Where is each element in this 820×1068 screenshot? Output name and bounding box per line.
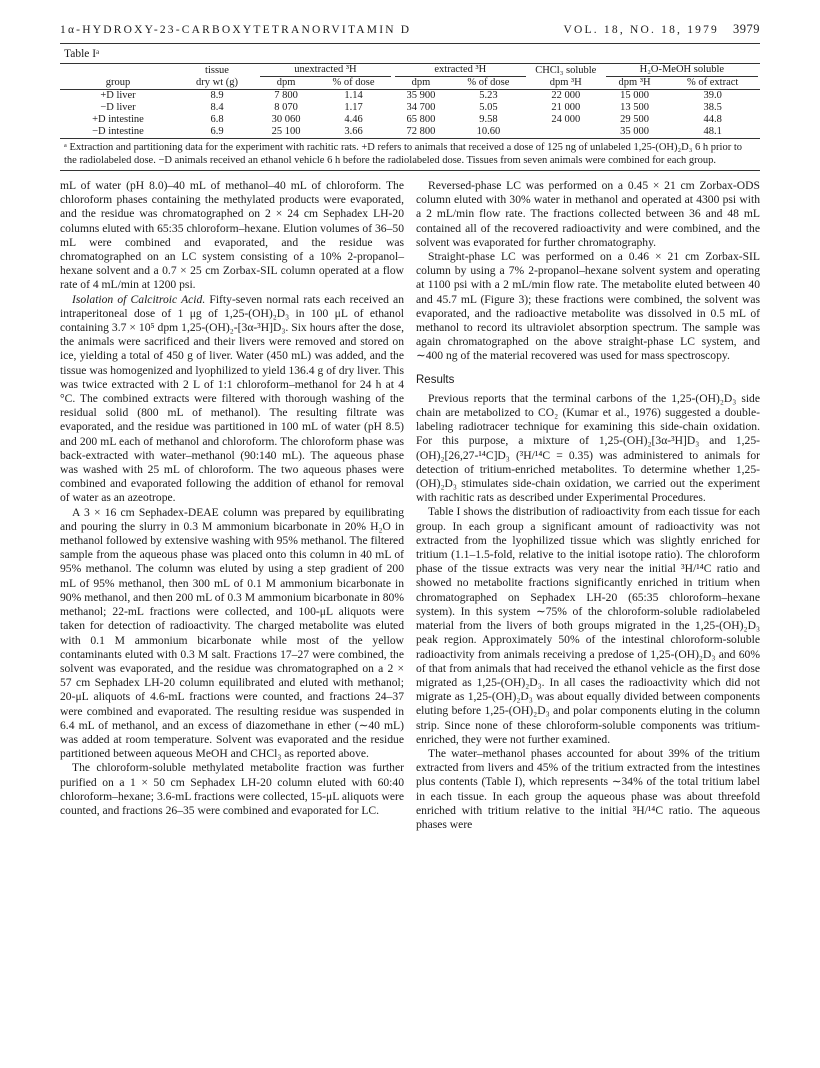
left-column — [60, 179, 404, 832]
col-pct-extract: % of extract — [687, 77, 739, 88]
paragraph: The water–methanol phases accounted for about 39% of the tritium extracted from livers and 45% of the tritium extracted from the intestines plus contents (Table I), which represents ∼34% of the total tritium label in each tissue. In each group the aqueous phase was about threefold enriched with tritium relative to the initial ³H/¹⁴C ratio. The aqueous phases were — [416, 746, 760, 831]
cell: 29 500 — [620, 114, 649, 125]
cell: 1.14 — [344, 90, 363, 101]
table-row — [60, 90, 760, 103]
paragraph-text: Fifty-seven normal rats each received an intraperitoneal dose of 1 μg of 1,25-(OH)₂D₃ in 100 μL of ethanol containing 3.7 × 10⁵ dpm 1,25-(OH)₂-[3α-³H]D₃. Six hours after the dose, the animals were sacrificed and their livers were removed and stored on ice, yielding a total of 450 g of liver. Water (450 mL) was added, and the tissue was homogenized and lyophilized to yield 136.4 g of dry liver. This was twice extracted with 2 L of 1:1 chloroform–methanol for 24 h at 4 °C. The combined extracts were filtered with thorough washing of the residual solid (800 mL of methanol). The resulting filtrate was evaporated, and the residue was partitioned in 100 mL of water (pH 8.5) and 200 mL each of methanol and chloroform. The chloroform phase was back-extracted with water–methanol (90:140 mL). The aqueous phase was washed with 25 mL of chloroform. The two aqueous phases were combined and evaporated following the addition of ethanol for removal of water as an azeotrope. — [60, 292, 404, 505]
cell: 38.5 — [703, 102, 722, 113]
cell: 6.9 — [210, 126, 224, 137]
cell: 7 800 — [274, 90, 298, 101]
cell: 34 700 — [406, 102, 436, 113]
cell: 15 000 — [620, 90, 649, 101]
cell: 9.58 — [479, 114, 498, 125]
col-chcl3-l1: CHCl₃ soluble — [535, 65, 597, 76]
data-table — [60, 64, 760, 138]
group-unextracted-label: unextracted ³H — [260, 64, 391, 77]
cell: 5.23 — [479, 90, 498, 101]
group-h2o-label: H₂O-MeOH soluble — [606, 64, 758, 77]
cell: 30 060 — [271, 114, 301, 125]
col-dpm-unext: dpm — [276, 77, 296, 88]
cell: 8.4 — [210, 102, 224, 113]
cell: 21 000 — [551, 102, 581, 113]
cell: 24 000 — [551, 114, 581, 125]
col-pct-ext: % of dose — [467, 77, 510, 88]
journal-page — [60, 22, 760, 832]
cell: 6.8 — [210, 114, 224, 125]
cell: 35 000 — [620, 126, 649, 137]
cell: 35 900 — [406, 90, 436, 101]
paragraph: Reversed-phase LC was performed on a 0.45 × 21 cm Zorbax-ODS column eluted with 30% water in methanol and operated at 4300 psi with a 2 mL/min flow rate. The fractions collected between 36 and 48 mL contained all of the recovered radioactivity and were combined, and the solvent was evaporated for further chromatography. — [416, 179, 760, 249]
group-extracted — [393, 64, 528, 77]
paragraph: mL of water (pH 8.0)–40 mL of methanol–40 mL of chloroform. The chloroform phases containing the methylated products were evaporated, and the residue was chromatographed on 2 × 24 cm Sephadex LH-20 columns eluted with 65:35 chloroform–hexane. Elution volumes of 36–50 mL were combined and evaporated, and the residue was chromatographed on an LC system consisting of a 10% 2-propanol–hexane solvent and a 0.7 × 25 cm Zorbax-SIL column operated at a flow rate of 4 mL/min at 1200 psi. — [60, 179, 404, 292]
cell — [528, 126, 604, 138]
col-chcl3-l2: dpm ³H — [549, 77, 582, 88]
cell: −D liver — [100, 102, 136, 113]
table-row — [60, 114, 760, 126]
cell: 25 100 — [271, 126, 301, 137]
group-extracted-label: extracted ³H — [395, 64, 526, 77]
page-number: 3979 — [733, 22, 760, 36]
running-header — [60, 22, 760, 37]
col-tissue-l1: tissue — [205, 65, 229, 76]
table-footnote: ᵃ Extraction and partitioning data for the experiment with rachitic rats. +D refers to animals that received a dose of 125 ng of unlabeled 1,25-(OH)₂D₃ 6 h prior to the radiolabeled dose. −D animals received an ethanol vehicle 6 h before the radiolabeled dose. Tissues from seven animals were combined for each group. — [60, 138, 760, 171]
col-chcl3 — [528, 64, 604, 90]
cell: 48.1 — [703, 126, 722, 137]
table-title: Table Iᵃ — [64, 48, 100, 60]
cell: 22 000 — [551, 90, 581, 101]
cell: 1.17 — [344, 102, 363, 113]
table-row — [60, 102, 760, 114]
paragraph: Previous reports that the terminal carbons of the 1,25-(OH)₂D₃ side chain are metabolized to CO₂ (Kumar et al., 1976) suggested a double-labeling radiotracer technique for examining this side-chain oxidation. For this purpose, a mixture of 1,25-(OH)₂[3α-³H]D₃ and 1,25-(OH)₂[26,27-¹⁴C]D₃ (³H/¹⁴C = 0.35) was administered to animals for detection of tritium-enriched metabolites. To determine whether 1,25-(OH)₂D₃ stimulates side-chain oxidation, we carried out the experiment with rachitic rats as described under Experimental Procedures. — [416, 391, 760, 505]
cell: −D intestine — [92, 126, 144, 137]
group-h2o — [604, 64, 760, 77]
cell: 8 070 — [274, 102, 298, 113]
subsection-heading: Isolation of Calcitroic Acid. — [72, 292, 206, 306]
section-heading: Results — [416, 373, 455, 386]
body-columns — [60, 179, 760, 832]
cell: 72 800 — [406, 126, 436, 137]
cell: 5.05 — [479, 102, 498, 113]
cell: 65 800 — [406, 114, 436, 125]
header-rule — [60, 43, 760, 44]
cell: +D intestine — [92, 114, 144, 125]
journal-info — [564, 22, 760, 37]
cell: 10.60 — [476, 126, 501, 137]
group-unextracted — [258, 64, 393, 77]
journal-volume: VOL. 18, NO. 18, 1979 — [563, 24, 719, 36]
cell: 39.0 — [703, 90, 722, 101]
cell: 4.46 — [344, 114, 363, 125]
cell: 13 500 — [620, 102, 649, 113]
paragraph: The chloroform-soluble methylated metabolite fraction was further purified on a 1 × 50 cm Sephadex LH-20 column eluted with 60:40 chloroform–hexane; 3.6-mL fractions were collected, 15-μL aliquots were counted, and fractions 26–35 were combined and evaporated for LC. — [60, 761, 404, 817]
table-row — [60, 126, 760, 138]
running-title: 1α-HYDROXY-23-CARBOXYTETRANORVITAMIN D — [60, 24, 412, 36]
paragraph: Table I shows the distribution of radioactivity from each tissue for each group. In each group a significant amount of radioactivity was not extracted from the lyophilized tissue which was slightly enriched for tritium (1.1–1.5-fold, relative to the initial isotope ratio). The chloroform phase of the tissue extracts was very near the initial ³H/¹⁴C ratio and showed no metabolite fractions significantly enriched in tritium when chromatographed on Sephadex LH-20 (65:35 chloroform–hexane system). In this system ∼75% of the chloroform-soluble radiolabeled material from the livers of both groups migrated in the 1,25-(OH)₂D₃ peak region. Approximately 50% of the intestinal chloroform-soluble radioactivity from animals receiving a predose of 1,25-(OH)₂D₃ and 60% of that from animals that had received the ethanol vehicle as the first dose migrated as 1,25-(OH)₂D₃. In all cases the radioactivity which did not migrate as 1,25-(OH)₂D₃ was about equally divided between components eluting before 1,25-(OH)₂D₃ and polar components eluting in the column strip. Since none of these chloroform-soluble components was tritium-enriched, they were not further examined. — [416, 505, 760, 746]
cell: 8.9 — [210, 90, 224, 101]
cell: +D liver — [100, 90, 136, 101]
cell: 44.8 — [703, 114, 722, 125]
col-pct-unext: % of dose — [332, 77, 375, 88]
col-tissue-l2: dry wt (g) — [196, 77, 238, 88]
col-dpm-ext: dpm — [411, 77, 431, 88]
right-column — [416, 179, 760, 832]
paragraph: A 3 × 16 cm Sephadex-DEAE column was prepared by equilibrating and pouring the slurry in 0.3 M ammonium bicarbonate in 20% H₂O in methanol followed by extensive washing with 95% methanol. The filtered sample from the aqueous phase was placed onto this column in 40 mL of 95% methanol. The column was eluted by using a step gradient of 200 mL of 95% methanol, then 300 mL of 0.1 M ammonium bicarbonate in 90% methanol, and then 200 mL of 0.3 M ammonium bicarbonate in 80% methanol; 22-mL fractions were collected, and 100-μL aliquots were taken for detection of radioactivity. The charged metabolite was eluted with 0.1 M ammonium bicarbonate while most of the yellow contaminants eluted with 0.3 M salt. Fractions 17–27 were combined, the solvent was evaporated, and the residue was chromatographed on a 2 × 57 cm Sephadex LH-20 column equilibrated and eluted with methanol; 20-μL aliquots of 4.6-mL fractions were counted, and fractions 24–37 were combined and evaporated. The resulting residue was suspended in 6.4 mL of methanol, and an excess of diazomethane in ether (∼40 mL) was added at room temperature. Solvent was evaporated and the residue partitioned between aqueous MeOH and CHCl₃ as reported above. — [60, 505, 404, 761]
col-group: group — [105, 77, 131, 88]
cell: 3.66 — [344, 126, 363, 137]
paragraph: Straight-phase LC was performed on a 0.46 × 21 cm Zorbax-SIL column by using a 7% 2-propanol–hexane solvent system and operating at 1100 psi with a 2 mL/min flow rate. The metabolite eluted between 40 and 45.7 mL (Figure 3); these fractions were combined, the solvent was evaporated, and the radioactive metabolite was dissolved in 0.5 mL of methanol to record its ultraviolet absorption spectrum. The sample was again chromatographed on the above straight-phase LC system, and ∼400 ng of the material recovered was used for mass spectroscopy. — [416, 250, 760, 363]
col-dpm3h: dpm ³H — [618, 77, 651, 88]
col-tissue — [176, 64, 258, 90]
paragraph — [60, 293, 404, 506]
